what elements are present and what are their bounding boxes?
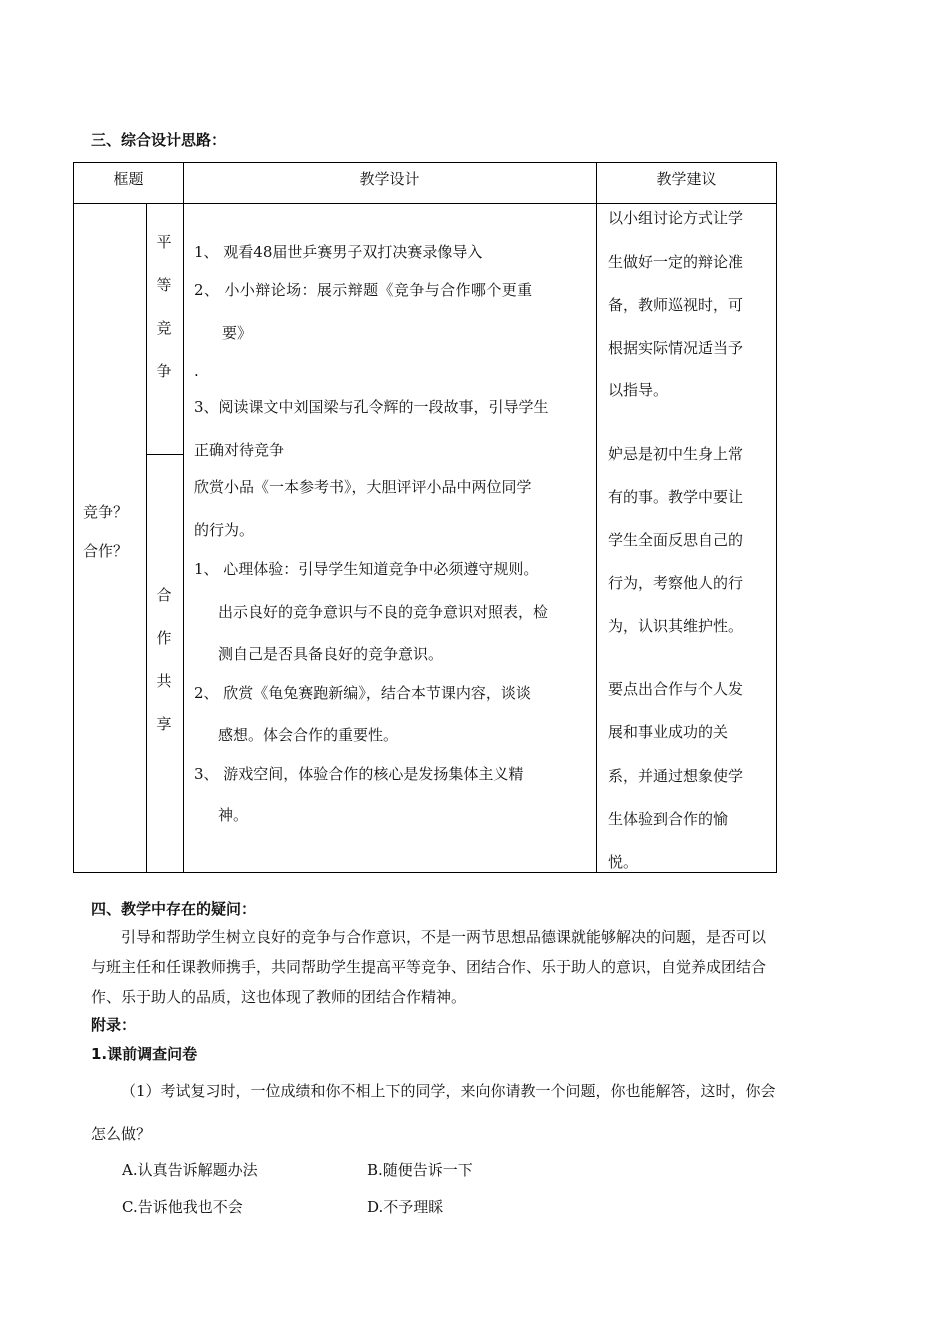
design-line: 3、阅读课文中刘国梁与孔令辉的一段故事，引导学生 [194, 398, 549, 416]
questions-paragraph-line: 作、乐于助人的品质，这也体现了教师的团结合作精神。 [91, 988, 467, 1006]
design-line: 要》 [222, 324, 253, 342]
header-design: 教学设计 [359, 170, 420, 188]
design-line: 的行为。 [194, 521, 255, 539]
design-line: 欣赏小品《一本参考书》，大胆评评小品中两位同学 [194, 478, 532, 496]
advice-line: 妒忌是初中生身上常 [608, 445, 744, 463]
design-line: 感想。体会合作的重要性。 [218, 726, 399, 744]
appendix-title: 附录： [91, 1016, 137, 1034]
design-line: 1、 观看48届世乒赛男子双打决赛录像导入 [194, 243, 483, 261]
design-line: 正确对待竞争 [194, 441, 285, 459]
header-divider [74, 203, 776, 204]
option-a: A.认真告诉解题办法 [122, 1161, 258, 1179]
design-line: 1、 心理体验：引导学生知道竞争中必须遵守规则。 [194, 560, 539, 578]
advice-line: 以指导。 [608, 381, 669, 399]
subtopic1-char: 争 [156, 362, 172, 380]
topic-label-competition: 竞争？ [83, 503, 129, 521]
option-d: D.不予理睬 [367, 1198, 444, 1216]
col-divider-design [183, 163, 184, 872]
advice-line: 生体验到合作的愉 [608, 810, 729, 828]
survey-question-1-cont: 怎么做？ [91, 1125, 152, 1143]
subtopic2-char: 作 [156, 629, 172, 647]
advice-line: 行为，考察他人的行 [608, 574, 744, 592]
design-line: 2、 欣赏《龟兔赛跑新编》，结合本节课内容，谈谈 [194, 684, 531, 702]
subtopic1-char: 竞 [156, 319, 172, 337]
advice-line: 要点出合作与个人发 [608, 680, 744, 698]
survey-title: 1.课前调查问卷 [91, 1045, 198, 1063]
advice-line: 学生全面反思自己的 [608, 531, 744, 549]
questions-paragraph-line: 引导和帮助学生树立良好的竞争与合作意识，不是一两节思想品德课就能够解决的问题，是否可以 [121, 928, 767, 946]
advice-line: 生做好一定的辩论准 [608, 253, 744, 271]
advice-line: 备，教师巡视时，可 [608, 296, 744, 314]
design-line: 2、 小小辩论场：展示辩题《竞争与合作哪个更重 [194, 281, 533, 299]
subtopic2-char: 共 [156, 672, 172, 690]
advice-line: 悦。 [608, 853, 639, 871]
header-advice: 教学建议 [656, 170, 717, 188]
col-divider-subtopic [146, 203, 147, 872]
section-title-questions: 四、教学中存在的疑问： [91, 900, 257, 918]
subtopic2-char: 合 [156, 586, 172, 604]
design-line: 测自己是否具备良好的竞争意识。 [218, 645, 444, 663]
survey-question-1: （1）考试复习时，一位成绩和你不相上下的同学，来向你请教一个问题，你也能解答，这时，你会 [121, 1082, 776, 1100]
option-c: C.告诉他我也不会 [122, 1198, 243, 1216]
advice-line: 展和事业成功的关 [608, 723, 729, 741]
section-title-design: 三、综合设计思路： [91, 131, 227, 149]
subtopic-divider [146, 454, 183, 455]
subtopic1-char: 平 [156, 233, 172, 251]
design-table [73, 162, 777, 873]
design-line: 神。 [218, 806, 249, 824]
topic-label-cooperation: 合作？ [83, 542, 129, 560]
option-b: B.随便告诉一下 [367, 1161, 473, 1179]
subtopic2-char: 享 [156, 715, 172, 733]
advice-line: 以小组讨论方式让学 [608, 209, 744, 227]
subtopic1-char: 等 [156, 276, 172, 294]
advice-line: 系，并通过想象使学 [608, 767, 744, 785]
header-topic: 框题 [113, 170, 144, 188]
design-line: . [194, 362, 199, 380]
design-line: 出示良好的竞争意识与不良的竞争意识对照表，检 [218, 603, 549, 621]
questions-paragraph-line: 与班主任和任课教师携手，共同帮助学生提高平等竞争、团结合作、乐于助人的意识，自觉养成团结合 [91, 958, 767, 976]
design-line: 3、 游戏空间，体验合作的核心是发扬集体主义精 [194, 765, 524, 783]
col-divider-advice [596, 163, 597, 872]
advice-line: 有的事。教学中要让 [608, 488, 744, 506]
advice-line: 为，认识其维护性。 [608, 617, 744, 635]
advice-line: 根据实际情况适当予 [608, 339, 744, 357]
